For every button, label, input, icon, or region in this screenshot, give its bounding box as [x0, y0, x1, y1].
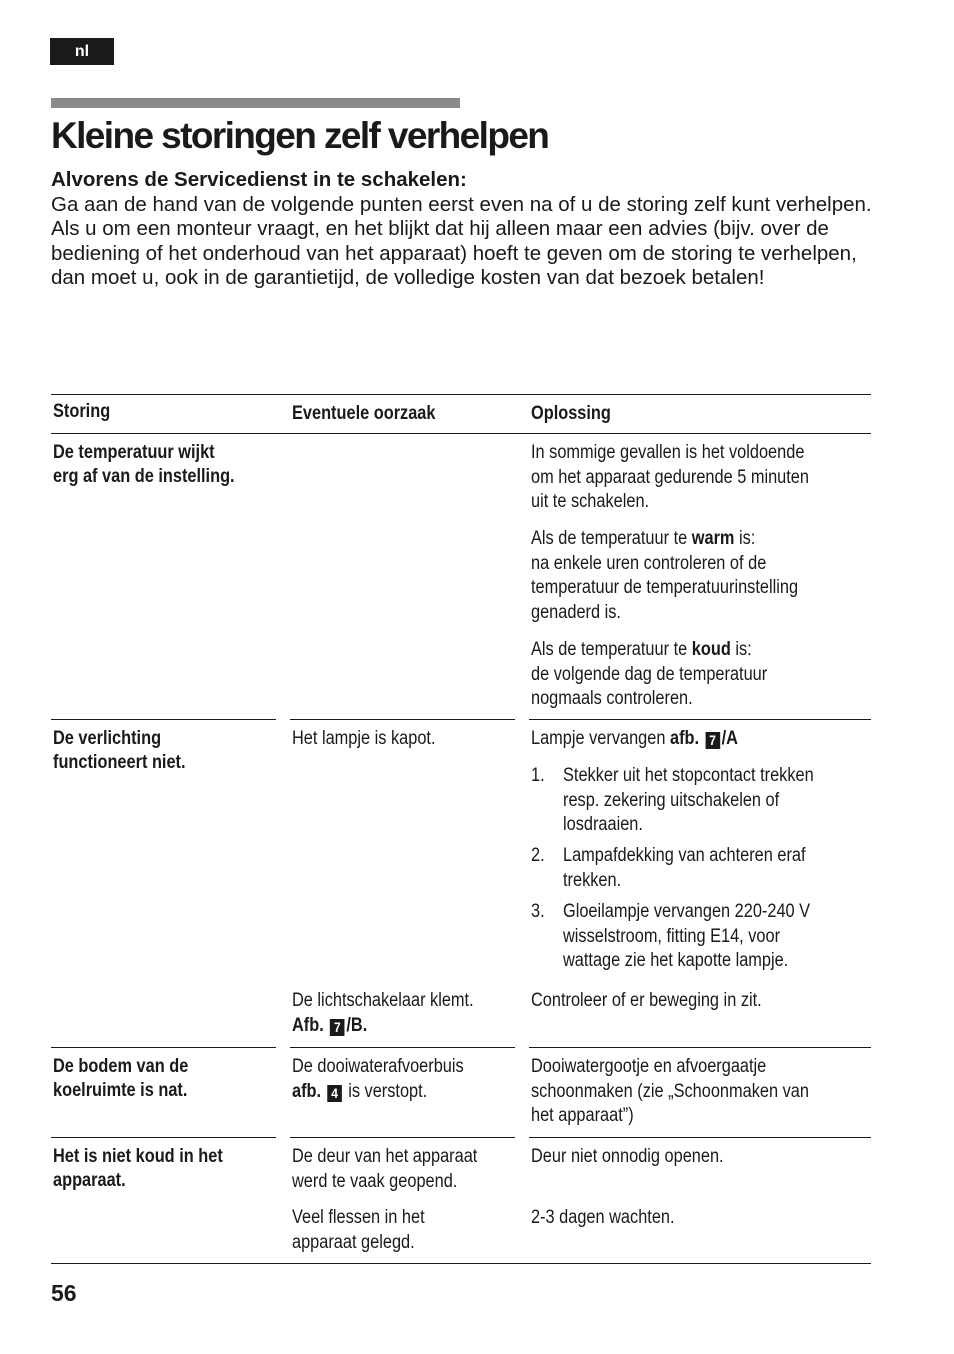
step-2-text — [563, 844, 806, 893]
row3-rule-col1 — [51, 1137, 276, 1138]
row2-rule-col3 — [529, 1047, 871, 1048]
row1-solution-a — [531, 441, 809, 515]
step-2-line1: Lampafdekking van achteren eraf — [563, 845, 806, 866]
row2-cause2-line1: De lichtschakelaar klemt. — [292, 990, 474, 1011]
header-oorzaak: Eventuele oorzaak — [292, 403, 436, 424]
afb-label: afb. — [669, 728, 700, 749]
row3-cause-post: is verstopt. — [343, 1080, 428, 1102]
page-title: Kleine storingen zelf verhelpen — [51, 115, 549, 156]
row1-solution-b — [531, 527, 798, 625]
row2-cause-2 — [292, 989, 474, 1038]
row1-koud-line — [531, 638, 767, 663]
row3-storing-line1: De bodem van de — [53, 1056, 189, 1077]
step-1-line2: resp. zekering uitschakelen of — [563, 789, 780, 811]
row1-storing-line1: De temperatuur wijkt — [53, 442, 215, 463]
row4-cause1-line1: De deur van het apparaat — [292, 1146, 478, 1167]
row3-sol-line2: schoonmaken (zie „Schoonmaken van — [531, 1080, 809, 1102]
row4-storing-line2: apparaat. — [53, 1170, 126, 1191]
figure-number-box: 7 — [330, 1019, 345, 1036]
row3-sol-line3: het apparaat”) — [531, 1105, 634, 1126]
row3-cause — [292, 1055, 464, 1104]
cause2-afb: Afb. — [292, 1014, 324, 1036]
figure-number-box: 4 — [327, 1085, 342, 1102]
row2-cause-1: Het lampje is kapot. — [292, 728, 436, 749]
row3-rule-col2 — [290, 1137, 515, 1138]
row1-sol-b2: na enkele uren controleren of de — [531, 552, 767, 574]
figure-number-box: 7 — [705, 732, 720, 749]
row2-storing-line2: functioneert niet. — [53, 752, 186, 773]
step-1-line3: losdraaien. — [563, 814, 643, 835]
step-2-line2: trekken. — [563, 869, 622, 891]
row3-storing — [53, 1055, 188, 1103]
row2-cause2-line2 — [292, 1014, 474, 1039]
figure-suffix: /A — [721, 728, 738, 749]
row4-storing — [53, 1145, 223, 1193]
row2-solution-2: Controleer of er beweging in zit. — [531, 990, 762, 1011]
row1-storing-line2: erg af van de instelling. — [53, 466, 235, 487]
koud-pre: Als de temperatuur te — [531, 639, 692, 660]
title-accent-bar — [51, 98, 460, 108]
row1-solution-c — [531, 638, 767, 712]
row3-sol-line1: Dooiwatergootje en afvoergaatje — [531, 1056, 767, 1077]
intro-paragraph-1: Ga aan de hand van de volgende punten eerst even na of u de storing zelf kunt verhelpen. — [51, 192, 872, 216]
step-3-line1: Gloeilampje vervangen 220-240 V — [563, 901, 811, 922]
warm-post: is: — [734, 528, 756, 549]
koud-word: koud — [691, 639, 731, 660]
koud-post: is: — [730, 639, 752, 660]
row4-cause2-line2: apparaat gelegd. — [292, 1231, 415, 1253]
row2-rule-col1 — [51, 1047, 276, 1048]
row2-storing — [53, 727, 186, 775]
warm-word: warm — [691, 528, 735, 549]
row4-solution-2: 2-3 dagen wachten. — [531, 1207, 675, 1228]
step-3-line3: wattage zie het kapotte lampje. — [563, 950, 789, 971]
row1-sol-b3: temperatuur de temperatuurinstelling — [531, 577, 799, 598]
header-storing: Storing — [53, 401, 111, 422]
row3-storing-line2: koelruimte is nat. — [53, 1080, 188, 1101]
row4-solution-1: Deur niet onnodig openen. — [531, 1146, 724, 1167]
row1-warm-line — [531, 527, 798, 552]
step-3-text — [563, 900, 810, 974]
step-3-number: 3. — [531, 901, 545, 922]
row4-cause1-line2: werd te vaak geopend. — [292, 1170, 458, 1192]
row1-sol-c2: de volgende dag de temperatuur — [531, 663, 768, 685]
header-oplossing: Oplossing — [531, 403, 611, 424]
table-bottom-rule — [51, 1263, 871, 1264]
row4-cause-2 — [292, 1206, 425, 1255]
row1-sol-a2: om het apparaat gedurende 5 minuten — [531, 466, 809, 488]
row1-rule-col2 — [290, 719, 515, 720]
step-1-line1: Stekker uit het stopcontact trekken — [563, 765, 814, 786]
row4-cause2-line1: Veel flessen in het — [292, 1207, 425, 1228]
row4-cause-1 — [292, 1145, 477, 1194]
warm-pre: Als de temperatuur te — [531, 528, 692, 549]
step-3-line2: wisselstroom, fitting E14, voor — [563, 925, 781, 947]
row2-solution-title — [531, 727, 738, 752]
step-2-number: 2. — [531, 845, 545, 866]
step-1-number: 1. — [531, 765, 545, 786]
intro-section — [51, 168, 881, 291]
row3-rule-col3 — [529, 1137, 871, 1138]
row3-cause-line1: De dooiwaterafvoerbuis — [292, 1056, 464, 1077]
intro-paragraph-2: Als u om een monteur vraagt, en het blijkt dat hij alleen maar een advies (bijv. over de bediening of het onderhoud van het apparaat) hoeft te geven om de storing te verhelpen, dan moet u, ook in de garantietijd, de volledige kosten van dat bezoek betalen! — [51, 217, 857, 289]
row1-sol-a3: uit te schakelen. — [531, 491, 650, 512]
row1-sol-b4: genaderd is. — [531, 601, 621, 623]
page-number: 56 — [51, 1280, 77, 1306]
step-1-text — [563, 764, 814, 838]
row1-sol-a1: In sommige gevallen is het voldoende — [531, 442, 805, 463]
table-top-rule — [51, 394, 871, 395]
language-badge: nl — [50, 38, 114, 65]
row2-rule-col2 — [290, 1047, 515, 1048]
row1-storing — [53, 441, 235, 489]
row1-sol-c3: nogmaals controleren. — [531, 688, 693, 709]
row2-storing-line1: De verlichting — [53, 728, 162, 749]
row3-cause-line2 — [292, 1080, 464, 1105]
row3-solution — [531, 1055, 809, 1129]
header-bottom-rule — [51, 433, 871, 434]
row1-rule-col1 — [51, 719, 276, 720]
intro-lead: Alvorens de Servicedienst in te schakelen: — [51, 168, 467, 191]
cause2-suffix: /B. — [346, 1014, 368, 1036]
row1-rule-col3 — [529, 719, 871, 720]
row3-afb: afb. — [292, 1080, 322, 1102]
row4-storing-line1: Het is niet koud in het — [53, 1146, 223, 1167]
sol-title-text: Lampje vervangen — [531, 728, 670, 749]
